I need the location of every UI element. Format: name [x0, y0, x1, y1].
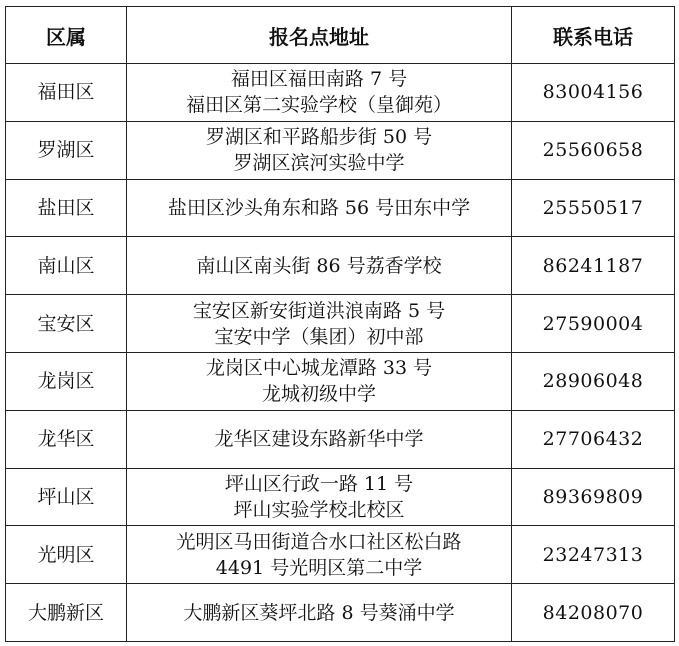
phone-cell: 83004156 — [512, 64, 675, 122]
table-row — [6, 237, 675, 295]
address-cell — [127, 237, 512, 295]
address-line: 南山区南头街 86 号荔香学校 — [196, 254, 442, 277]
phone-cell: 84208070 — [512, 584, 675, 642]
district-cell: 罗湖区 — [6, 121, 127, 179]
phone-cell: 86241187 — [512, 237, 675, 295]
address-line: 光明区马田街道合水口社区松白路 — [176, 530, 462, 553]
address-line: 福田区福田南路 7 号 — [230, 68, 408, 91]
address-line: 龙华区建设东路新华中学 — [214, 428, 424, 451]
table-row — [6, 526, 675, 584]
district-cell: 福田区 — [6, 64, 127, 122]
table-row — [6, 352, 675, 410]
address-cell — [127, 179, 512, 237]
phone-cell: 25560658 — [512, 121, 675, 179]
address-line: 罗湖区滨河实验中学 — [233, 152, 405, 175]
address-cell — [127, 64, 512, 122]
registration-sites-table — [5, 6, 675, 642]
district-cell: 南山区 — [6, 237, 127, 295]
address-cell — [127, 295, 512, 353]
address-cell — [127, 584, 512, 642]
header-district: 区属 — [6, 7, 127, 64]
address-cell — [127, 468, 512, 526]
address-cell — [127, 410, 512, 468]
phone-cell: 89369809 — [512, 468, 675, 526]
district-cell: 大鹏新区 — [6, 584, 127, 642]
phone-cell: 28906048 — [512, 352, 675, 410]
header-address: 报名点地址 — [127, 7, 512, 64]
address-cell — [127, 121, 512, 179]
district-cell: 龙华区 — [6, 410, 127, 468]
header-phone: 联系电话 — [512, 7, 675, 64]
phone-cell: 27590004 — [512, 295, 675, 353]
header-row — [6, 7, 675, 64]
address-line: 坪山区行政一路 11 号 — [224, 472, 414, 495]
district-cell: 宝安区 — [6, 295, 127, 353]
address-line: 龙岗区中心城龙潭路 33 号 — [205, 357, 433, 380]
address-cell — [127, 352, 512, 410]
phone-cell: 25550517 — [512, 179, 675, 237]
district-cell: 坪山区 — [6, 468, 127, 526]
address-line: 宝安区新安街道洪浪南路 5 号 — [192, 299, 446, 322]
table-row — [6, 64, 675, 122]
address-line: 罗湖区和平路船步街 50 号 — [205, 126, 433, 149]
district-cell: 盐田区 — [6, 179, 127, 237]
address-line: 盐田区沙头角东和路 56 号田东中学 — [167, 196, 471, 219]
address-line: 4491 号光明区第二中学 — [215, 556, 423, 579]
table-row — [6, 121, 675, 179]
address-line: 大鹏新区葵坪北路 8 号葵涌中学 — [183, 601, 455, 624]
address-line: 龙城初级中学 — [261, 383, 376, 406]
district-cell: 龙岗区 — [6, 352, 127, 410]
address-line: 宝安中学（集团）初中部 — [214, 325, 424, 348]
address-line: 福田区第二实验学校（皇御苑） — [185, 94, 452, 117]
address-line: 坪山实验学校北校区 — [233, 498, 405, 521]
table-row — [6, 410, 675, 468]
table-row — [6, 584, 675, 642]
district-cell: 光明区 — [6, 526, 127, 584]
phone-cell: 27706432 — [512, 410, 675, 468]
address-cell — [127, 526, 512, 584]
table-row — [6, 295, 675, 353]
phone-cell: 23247313 — [512, 526, 675, 584]
table-row — [6, 468, 675, 526]
table-row — [6, 179, 675, 237]
table-body — [6, 64, 675, 642]
